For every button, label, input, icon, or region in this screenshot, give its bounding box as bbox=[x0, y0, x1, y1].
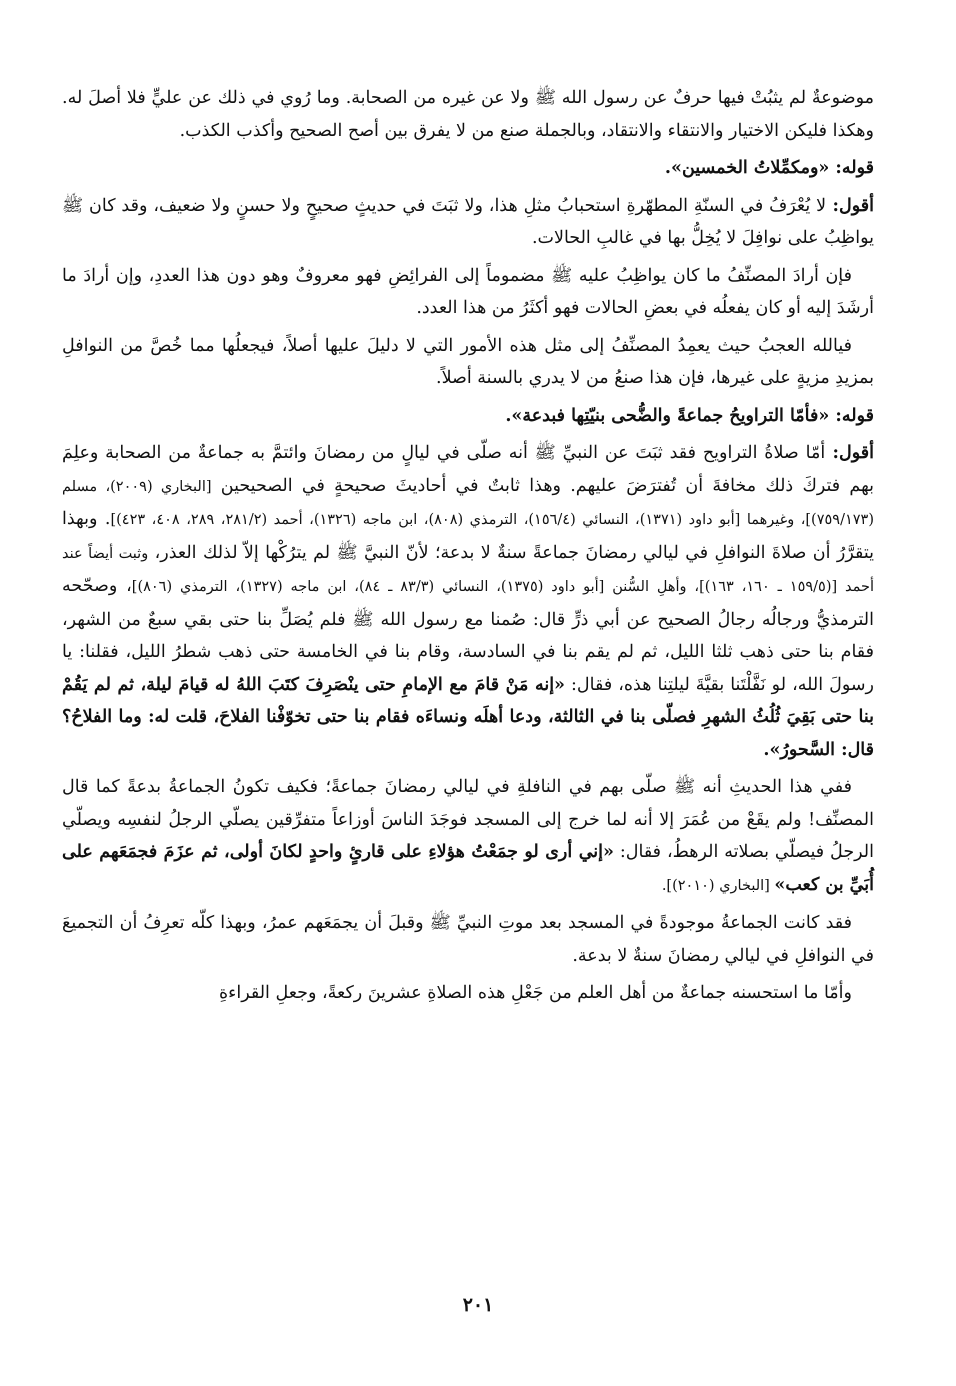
citation: وثبت أيضاً عند أحمد [(١٥٩/٥ ـ ١٦٠، ١٦٣)]، وأهلِ السُّنن [أبو داود (١٣٧٥)، النسائي (٨٣/٣ ـ ٨٤)، ابن ماجه (١٣٢٧)، الترمذي (٨٠٦)] bbox=[62, 545, 875, 595]
text-segment: فقد كانت الجماعةُ موجودةً في المسجد بعد موتِ النبيِّ ﷺ وقبلَ أن يجمَعَهم عمرُ، وبهذا كلّه تعرِفُ أن التجميعَ في النوافلِ في ليالي رمضانَ سنةٌ لا بدعة. bbox=[62, 913, 874, 966]
citation: [البخاري (٢٠٠٩)، مسلم (٧٥٩/١٧٣)]، وغيرهما [أبو داود (١٣٧١)، النسائي (١٥٦/٤)، الترمذي (٨٠٨)، ابن ماجه (١٣٢٦)، أحمد (٢٨١/٢، ٢٨٩، ٤٠٨، ٤٢٣)] bbox=[62, 478, 875, 528]
text-segment: . وبهذا يتقرَّرُ أن صلاةَ النوافلِ في ليالي رمضانَ جماعةً سنةٌ لا بدعة؛ لأنّ النبيَّ ﷺ لم يترُكْها إلاّ لذلك العذر، bbox=[62, 509, 874, 563]
bold-text: «إنه مَنْ قامَ مع الإمامِ حتى ينْصَرِفَ كتَبَ اللهُ له قيامَ ليلة، ثم لم يَقُمْ بنا حتى بَقِيَ ثُلُثُ الشهرِ فصلّى بنا في الثالثة، ودعا أهلَه ونساءَه فقام بنا حتى تخوّفْنا الفلاحَ، قلت له: وما الفلاحُ؟ قال: السَّحورُ». bbox=[62, 674, 874, 760]
paragraph bbox=[62, 260, 874, 325]
paragraph bbox=[62, 190, 874, 255]
text-segment: ، وصحّحه الترمذيُّ ورجالُه رجالُ الصحيح عن أبي ذرٍّ قال: صُمنا مع رسول الله ﷺ فلم يُصَلِّ بنا حتى بقي سبعٌ من الشهر، فقام بنا حتى ذهب ثلثا الليل، ثم لم يقم بنا في السادسة، وقام بنا في الخامسة حتى ذهب شطرُ الليل، فقلنا: يا رسولَ الله، لو نَفَّلْتَنا بقيَّةَ ليلتِنا هذه، فقال: bbox=[62, 576, 874, 695]
text-segment: فإن أرادَ المصنِّفُ ما كان يواظِبُ عليه ﷺ مضموماً إلى الفرائِضِ فهو معروفٌ وهو دون هذا العددِ، وإن أرادَ ما أرشَدَ إليه أو كان يفعلُه في بعضِ الحالات فهو أكثَرُ من هذا العدد. bbox=[62, 265, 874, 318]
paragraph bbox=[62, 152, 874, 185]
paragraph bbox=[62, 82, 874, 147]
paragraph bbox=[62, 330, 874, 395]
text-segment: وأمّا ما استحسنه جماعةٌ من أهل العلم من جَعْلِ هذه الصلاةِ عشرينَ ركعةً، وجعلِ القراءةِ bbox=[218, 983, 852, 1003]
bold-text: قوله: «فأمّا التراويحُ جماعةً والضُّحى بنيّتِها فبدعة». bbox=[505, 405, 874, 426]
paragraph bbox=[62, 977, 874, 1010]
text-segment: ففي هذا الحديثِ أنه ﷺ صلّى بهم في النافلةِ في ليالي رمضانَ جماعةً؛ فكيف تكونُ الجماعةُ بدعةً كما قال المصنِّف! ولم يقَعْ من عُمَرَ إلا أنه لما خرج إلى المسجد فوجَدَ الناسَ أوزاعاً متفرِّقين يصلّي الرجلُ لنفسِه ويصلّي الرجلُ فيصلّي بصلاته الرهطُ، فقال: bbox=[62, 777, 874, 862]
bold-text: أقول: bbox=[825, 443, 875, 463]
paragraph bbox=[62, 437, 874, 766]
bold-text: قوله: «ومكمِّلاتُ الخمسين». bbox=[664, 158, 874, 178]
text-segment: أمّا صلاةُ التراويح فقد ثبَتَ عن النبيِّ ﷺ أنه صلّى في ليالٍ من رمضانَ وائتمَّ به جماعةٌ من الصحابة وعلِمَ بهم فتركَ ذلك مخافةَ أن تُفترَضَ عليهم. وهذا ثابتٌ في أحاديثَ صحيحةٍ في الصحيحين bbox=[62, 443, 875, 496]
paragraph bbox=[62, 907, 874, 972]
citation: [البخاري (٢٠١٠)]. bbox=[661, 877, 775, 894]
text-segment: فيالله العجبُ حيث يعمِدُ المصنِّفُ إلى مثل هذه الأمور التي لا دليلَ عليها أصلاً، فيجعلُها مما خُصَّ من النوافلِ بمزيدِ مزيةٍ على غيرها، فإن هذا صنعُ من لا يدري بالسنة أصلاً. bbox=[62, 335, 874, 388]
bold-text: «إني أرى لو جمَعْتُ هؤلاءِ على قارئٍ واحدٍ لكانَ أولى، ثم عزَمَ فجمَعَهم على أُبَيِّ بن كعب» bbox=[62, 842, 874, 895]
bold-text: أقول: bbox=[826, 195, 874, 216]
paragraph bbox=[62, 771, 874, 902]
page-number: ٢٠١ bbox=[462, 1294, 494, 1316]
text-segment: لا يُعْرَفُ في السنّةِ المطهّرةِ استحبابُ مثلِ هذا، ولا ثبَتَ في حديثٍ صحيحٍ ولا حسنٍ ولا ضعيف، وقد كان ﷺ يواظِبُ على نوافِلَ لا يُخِلُّ بها في غالبِ الحالات. bbox=[62, 195, 874, 248]
text-segment: موضوعةٌ لم يثبُتْ فيها حرفٌ عن رسول الله ﷺ ولا عن غيره من الصحابة. وما رُوي في ذلك عن عليٍّ فلا أصلَ له. وهكذا فليكن الاختيار والانتقاء والانتقاد، وبالجملة صنع من لا يفرق بين أصح الصحيح وأكذب الكذب. bbox=[62, 88, 874, 141]
page-text bbox=[62, 82, 874, 1015]
paragraph bbox=[62, 400, 874, 433]
